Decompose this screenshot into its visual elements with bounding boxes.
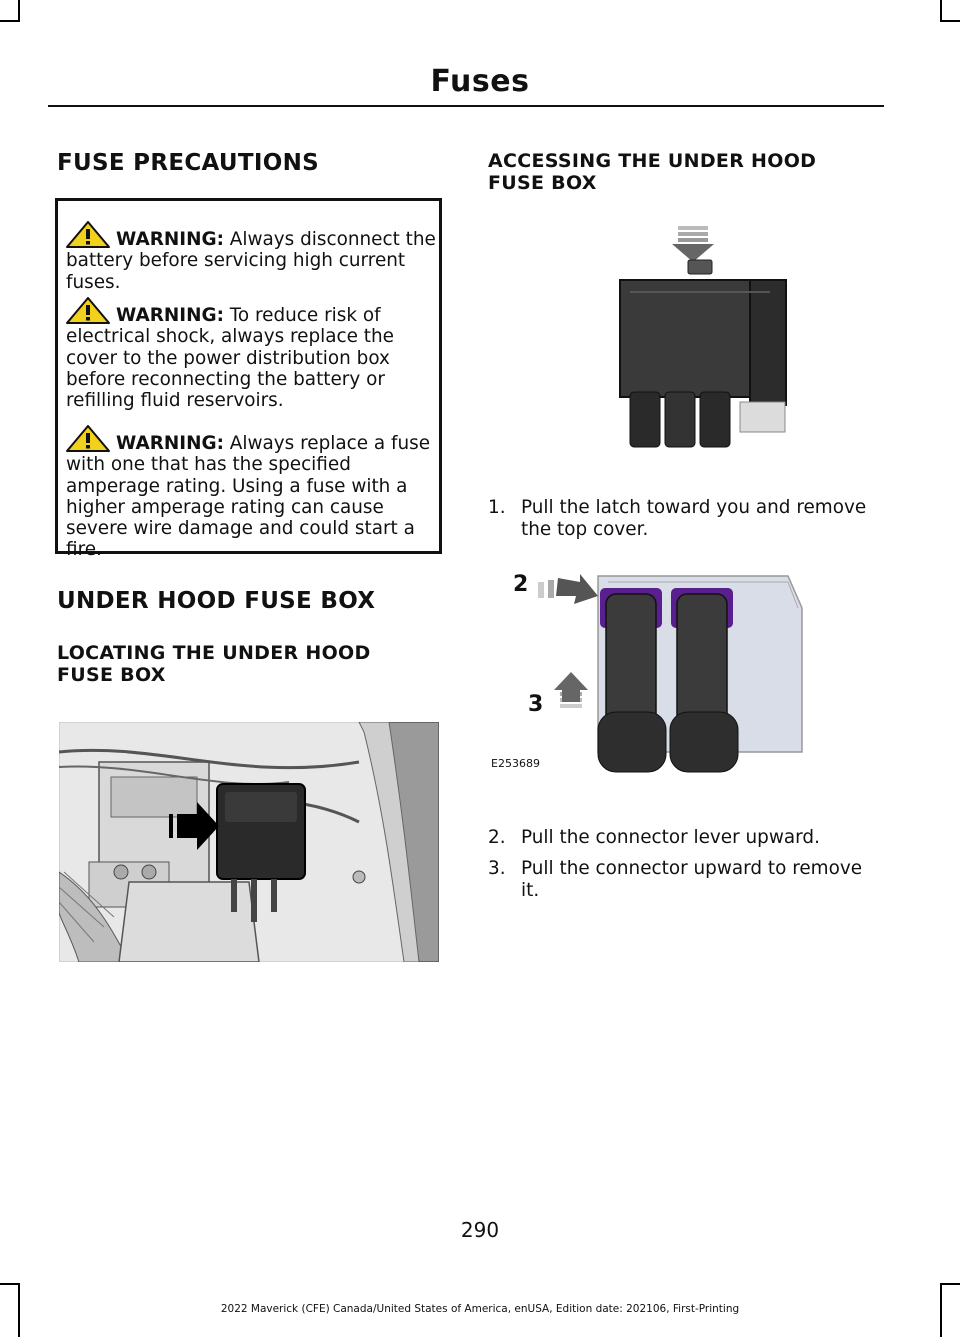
step-text: Pull the latch toward you and remove the top cover.: [521, 497, 867, 540]
callout-2-label: 2: [513, 572, 529, 597]
section-title-fuse-precautions: FUSE PRECAUTIONS: [57, 150, 320, 176]
connector-illustration: [488, 562, 828, 777]
fuse-box-cover-illustration: [600, 222, 825, 467]
page-header-title: Fuses: [430, 64, 530, 99]
warning-item: [66, 297, 438, 411]
warning-box: [55, 198, 442, 561]
callout-3-label: 3: [528, 692, 544, 717]
crop-mark: [0, 1283, 20, 1285]
engine-bay-illustration: [59, 722, 439, 962]
crop-mark: [18, 0, 20, 22]
step-text: Pull the connector upward to remove it.: [521, 858, 863, 901]
step-number: 1.: [488, 497, 506, 518]
warning-text: Always replace a fuse with one that has the specified amperage rating. Using a fuse with a higher amperage rating can cause severe wire damage and could start a fire.: [66, 433, 431, 561]
warning-keyword: WARNING:: [116, 229, 224, 250]
warning-keyword: WARNING:: [116, 305, 224, 326]
warning-icon: [66, 221, 110, 248]
warning-icon: [66, 297, 110, 324]
step-number: 3.: [488, 858, 506, 879]
crop-mark: [940, 0, 942, 22]
warning-text: To reduce risk of electrical shock, always replace the cover to the power distribution box before reconnecting the battery or refilling fluid reservoirs.: [66, 305, 394, 412]
step-item: [488, 858, 883, 901]
warning-keyword: WARNING:: [116, 433, 224, 454]
page-number: 290: [460, 1218, 500, 1242]
step-text: Pull the connector lever upward.: [521, 827, 820, 848]
warning-text: Always disconnect the battery before servicing high current fuses.: [66, 229, 436, 293]
figure-code: E253689: [491, 757, 540, 770]
warning-item: [66, 221, 438, 293]
step-item: [488, 827, 883, 849]
warning-item: [66, 425, 438, 561]
section-title-under-hood-fuse-box: UNDER HOOD FUSE BOX: [57, 588, 376, 614]
footer-edition-text: 2022 Maverick (CFE) Canada/United States of America, enUSA, Edition date: 202106, First-Printing: [220, 1303, 740, 1315]
crop-mark: [940, 1283, 960, 1285]
subsection-title-locating: LOCATING THE UNDER HOOD FUSE BOX: [57, 642, 371, 686]
step-item: [488, 497, 883, 540]
subsection-title-accessing: ACCESSING THE UNDER HOOD FUSE BOX: [488, 150, 817, 194]
crop-mark: [940, 20, 960, 22]
step-number: 2.: [488, 827, 506, 848]
crop-mark: [0, 20, 20, 22]
header-rule: [48, 105, 884, 107]
warning-icon: [66, 425, 110, 452]
